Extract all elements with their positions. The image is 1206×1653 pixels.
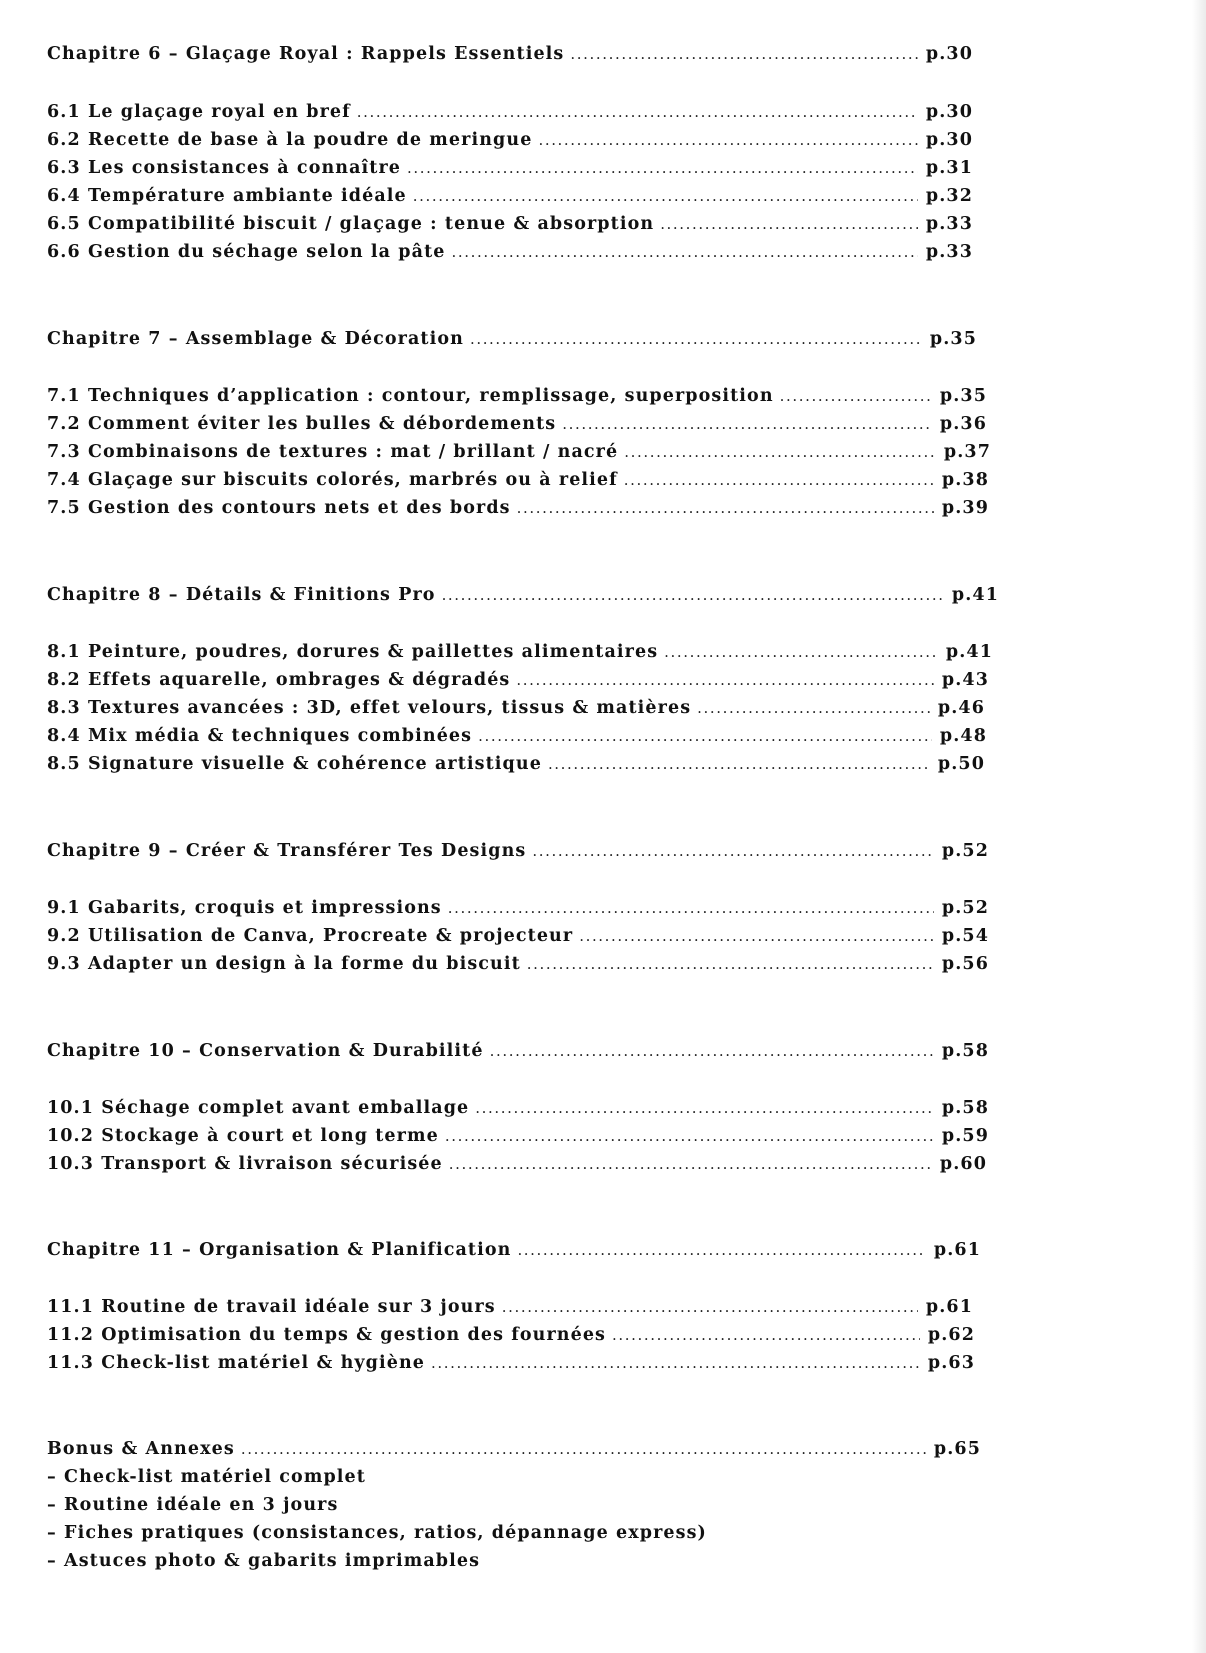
leader-dots (431, 1351, 920, 1375)
leader-dots (697, 696, 930, 720)
page-edge-shadow (1192, 0, 1206, 1653)
entry-label: 6.5 Compatibilité biscuit / glaçage : tenue & absorption (47, 214, 655, 234)
toc-entry (47, 384, 987, 408)
entry-label: 10.2 Stockage à court et long terme (47, 1126, 439, 1146)
toc-entry (47, 156, 973, 180)
page-number: p.60 (939, 1154, 987, 1174)
leader-dots (517, 496, 934, 520)
toc-entry (47, 100, 973, 124)
chapter-9-heading (47, 839, 989, 863)
page-number: p.33 (925, 242, 973, 262)
page-number: p.43 (941, 670, 989, 690)
leader-dots (579, 924, 934, 948)
entry-label: 7.4 Glaçage sur biscuits colorés, marbrés ou à relief (47, 470, 618, 490)
page-number: p.59 (941, 1126, 989, 1146)
leader-dots (449, 1152, 932, 1176)
page-number: p.38 (941, 470, 989, 490)
toc-entry (47, 952, 989, 976)
entry-label: 6.3 Les consistances à connaître (47, 158, 402, 178)
page-number: p.52 (941, 898, 989, 918)
chapter-7-heading (47, 327, 977, 351)
chapter-8-heading (47, 583, 999, 607)
toc-entry (47, 212, 973, 236)
entry-label: 11.3 Check-list matériel & hygiène (47, 1353, 426, 1373)
page-number: p.61 (925, 1297, 973, 1317)
leader-dots (562, 412, 932, 436)
leader-dots (660, 212, 918, 236)
toc-entry (47, 240, 973, 264)
toc-entry (47, 752, 985, 776)
page-number: p.30 (925, 102, 973, 122)
leader-dots (407, 156, 918, 180)
page-number: p.35 (939, 386, 987, 406)
page-number: p.41 (945, 642, 993, 662)
entry-label: 9.1 Gabarits, croquis et impressions (47, 898, 442, 918)
leader-dots (527, 952, 934, 976)
leader-dots (413, 184, 918, 208)
page-number: p.30 (925, 44, 973, 64)
chapter-label: Chapitre 10 – Conservation & Durabilité (47, 1041, 484, 1061)
toc-entry (47, 412, 987, 436)
entry-label: 6.2 Recette de base à la poudre de meringue (47, 130, 533, 150)
leader-dots (502, 1295, 918, 1319)
page-number: p.30 (925, 130, 973, 150)
entry-label: 6.6 Gestion du séchage selon la pâte (47, 242, 446, 262)
leader-dots (664, 640, 938, 664)
chapter-10-heading (47, 1039, 989, 1063)
page-number: p.32 (925, 186, 973, 206)
leader-dots (624, 468, 934, 492)
bonus-item: – Routine idéale en 3 jours (47, 1495, 339, 1515)
chapter-label: Chapitre 8 – Détails & Finitions Pro (47, 585, 436, 605)
entry-label: 7.1 Techniques d’application : contour, remplissage, superposition (47, 386, 774, 406)
leader-dots (475, 1096, 934, 1120)
page-number: p.63 (927, 1353, 975, 1373)
chapter-6-heading (47, 42, 973, 66)
toc-entry (47, 1124, 989, 1148)
toc-entry (47, 1295, 973, 1319)
leader-dots (570, 42, 918, 66)
leader-dots (538, 128, 917, 152)
leader-dots (780, 384, 932, 408)
page-number: p.35 (929, 329, 977, 349)
page-number: p.33 (925, 214, 973, 234)
leader-dots (241, 1437, 926, 1461)
page-number: p.37 (943, 442, 991, 462)
page-number: p.62 (927, 1325, 975, 1345)
page-number: p.58 (941, 1041, 989, 1061)
toc-entry (47, 128, 973, 152)
page-number: p.58 (941, 1098, 989, 1118)
entry-label: 9.3 Adapter un design à la forme du biscuit (47, 954, 521, 974)
toc-entry (47, 1351, 975, 1375)
toc-entry (47, 1096, 989, 1120)
toc-entry (47, 1323, 975, 1347)
entry-label: 9.2 Utilisation de Canva, Procreate & projecteur (47, 926, 574, 946)
entry-label: 6.1 Le glaçage royal en bref (47, 102, 351, 122)
toc-entry (47, 496, 989, 520)
leader-dots (624, 440, 936, 464)
leader-dots (442, 583, 944, 607)
leader-dots (532, 839, 934, 863)
entry-label: 7.5 Gestion des contours nets et des bords (47, 498, 511, 518)
leader-dots (548, 752, 930, 776)
toc-entry (47, 640, 993, 664)
toc-entry (47, 896, 989, 920)
leader-dots (357, 100, 918, 124)
toc-entry (47, 1152, 987, 1176)
leader-dots (516, 668, 934, 692)
toc-entry (47, 924, 989, 948)
bonus-label: Bonus & Annexes (47, 1439, 235, 1459)
page-number: p.39 (941, 498, 989, 518)
page-number: p.65 (933, 1439, 981, 1459)
entry-label: 8.5 Signature visuelle & cohérence artistique (47, 754, 542, 774)
entry-label: 11.1 Routine de travail idéale sur 3 jours (47, 1297, 496, 1317)
page-number: p.50 (937, 754, 985, 774)
entry-label: 10.3 Transport & livraison sécurisée (47, 1154, 443, 1174)
bonus-item: – Astuces photo & gabarits imprimables (47, 1551, 481, 1571)
page-number: p.61 (933, 1240, 981, 1260)
chapter-label: Chapitre 11 – Organisation & Planification (47, 1240, 512, 1260)
toc-entry (47, 724, 987, 748)
bonus-item: – Check-list matériel complet (47, 1467, 366, 1487)
leader-dots (470, 327, 922, 351)
page-number: p.36 (939, 414, 987, 434)
toc-entry (47, 440, 991, 464)
page-number: p.48 (939, 726, 987, 746)
entry-label: 8.2 Effets aquarelle, ombrages & dégradés (47, 670, 511, 690)
toc-entry (47, 468, 989, 492)
page-number: p.41 (951, 585, 999, 605)
entry-label: 11.2 Optimisation du temps & gestion des fournées (47, 1325, 607, 1345)
entry-label: 7.2 Comment éviter les bulles & débordements (47, 414, 557, 434)
bonus-item: – Fiches pratiques (consistances, ratios, dépannage express) (47, 1523, 707, 1543)
leader-dots (478, 724, 932, 748)
chapter-label: Chapitre 6 – Glaçage Royal : Rappels Essentiels (47, 44, 565, 64)
leader-dots (490, 1039, 934, 1063)
leader-dots (452, 240, 918, 264)
entry-label: 7.3 Combinaisons de textures : mat / brillant / nacré (47, 442, 619, 462)
page-number: p.56 (941, 954, 989, 974)
page-number: p.54 (941, 926, 989, 946)
entry-label: 6.4 Température ambiante idéale (47, 186, 407, 206)
leader-dots (448, 896, 934, 920)
page-number: p.46 (937, 698, 985, 718)
chapter-label: Chapitre 7 – Assemblage & Décoration (47, 329, 464, 349)
bonus-heading (47, 1437, 981, 1461)
leader-dots (517, 1238, 925, 1262)
page-number: p.52 (941, 841, 989, 861)
chapter-label: Chapitre 9 – Créer & Transférer Tes Designs (47, 841, 527, 861)
toc-entry (47, 696, 985, 720)
toc-entry (47, 184, 973, 208)
entry-label: 10.1 Séchage complet avant emballage (47, 1098, 470, 1118)
page-number: p.31 (925, 158, 973, 178)
chapter-11-heading (47, 1238, 981, 1262)
leader-dots (445, 1124, 934, 1148)
entry-label: 8.1 Peinture, poudres, dorures & paillettes alimentaires (47, 642, 659, 662)
entry-label: 8.4 Mix média & techniques combinées (47, 726, 473, 746)
entry-label: 8.3 Textures avancées : 3D, effet velours, tissus & matières (47, 698, 692, 718)
toc-entry (47, 668, 989, 692)
leader-dots (612, 1323, 920, 1347)
